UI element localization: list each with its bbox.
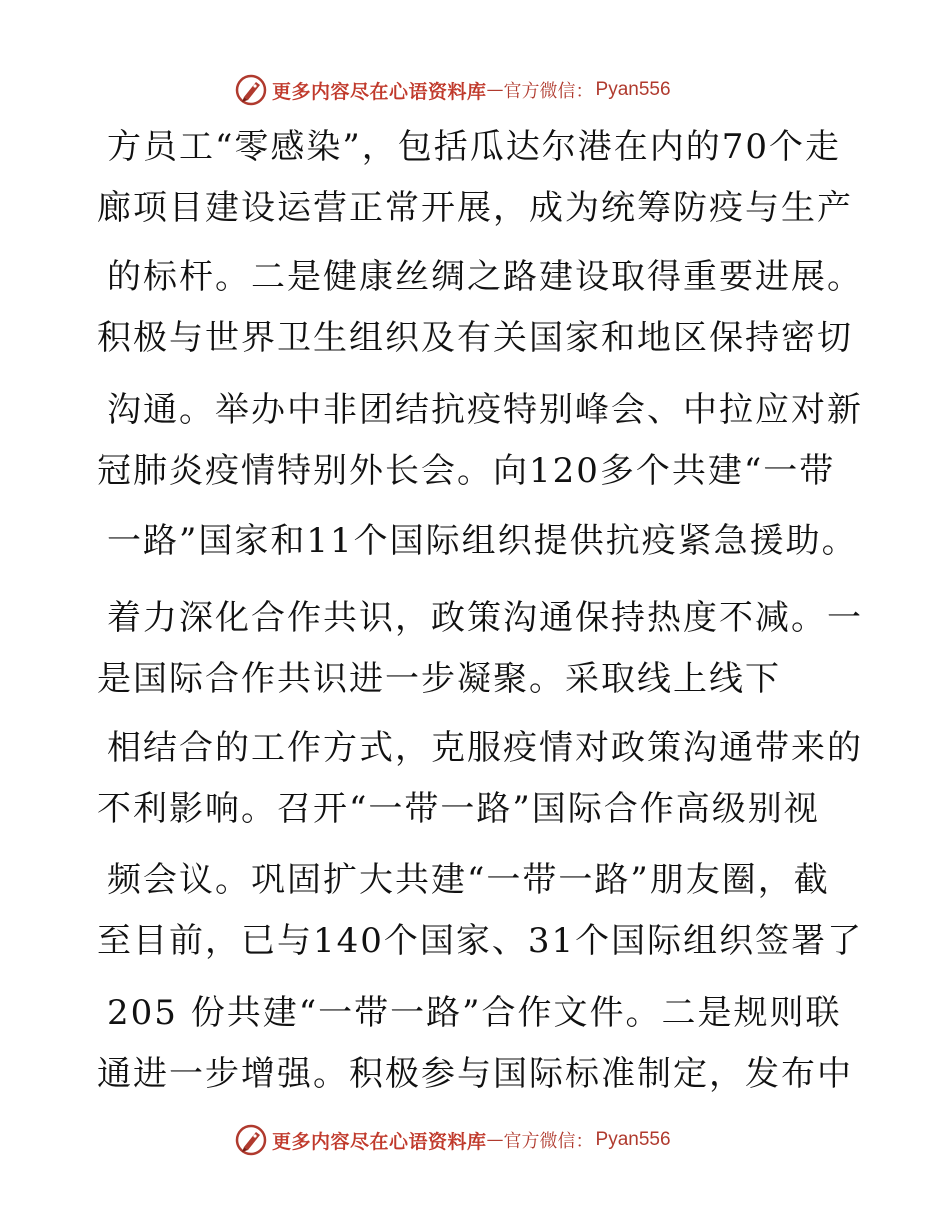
text-line: 205 份共建“一带一路”合作文件。二是规则联 [107, 993, 842, 1033]
banner-wechat-id: Pyan556 [595, 79, 671, 100]
banner-title: 更多内容尽在心语资料库 [272, 80, 487, 103]
banner-title: 更多内容尽在心语资料库 [272, 1130, 487, 1153]
text-line: 冠肺炎疫情特别外长会。向120多个共建“一带 [97, 451, 836, 491]
text-line: 至目前，已与140个国家、31个国际组织签署了 [97, 921, 864, 961]
text-line: 一路”国家和11个国际组织提供抗疫紧急援助。 [107, 521, 858, 561]
text-line: 不利影响。召开“一带一路”国际合作高级别视 [97, 789, 820, 829]
banner-subtitle: 官方微信： [503, 81, 594, 102]
text-line: 的标杆。二是健康丝绸之路建设取得重要进展。 [107, 257, 863, 297]
footer-banner [0, 1120, 950, 1160]
text-line: 沟通。举办中非团结抗疫特别峰会、中拉应对新 [107, 390, 863, 430]
text-line: 是国际合作共识进一步凝聚。采取线上线下 [97, 659, 781, 699]
banner-subtitle: 官方微信： [503, 1131, 594, 1152]
banner-dash: — [486, 80, 504, 100]
text-line: 方员工“零感染”，包括瓜达尔港在内的70个走 [107, 127, 842, 167]
text-line: 廊项目建设运营正常开展，成为统筹防疫与生产 [97, 188, 853, 228]
text-line: 通进一步增强。积极参与国际标准制定，发布中 [97, 1054, 853, 1094]
banner-dash: — [486, 1130, 504, 1150]
text-line: 着力深化合作共识，政策沟通保持热度不减。一 [107, 598, 863, 638]
text-line: 频会议。巩固扩大共建“一带一路”朋友圈，截 [107, 860, 830, 900]
text-line: 积极与世界卫生组织及有关国家和地区保持密切 [97, 318, 853, 358]
text-line: 相结合的工作方式，克服疫情对政策沟通带来的 [107, 728, 863, 768]
pen-logo-icon [234, 1123, 268, 1157]
banner-wechat-id: Pyan556 [595, 1129, 671, 1150]
